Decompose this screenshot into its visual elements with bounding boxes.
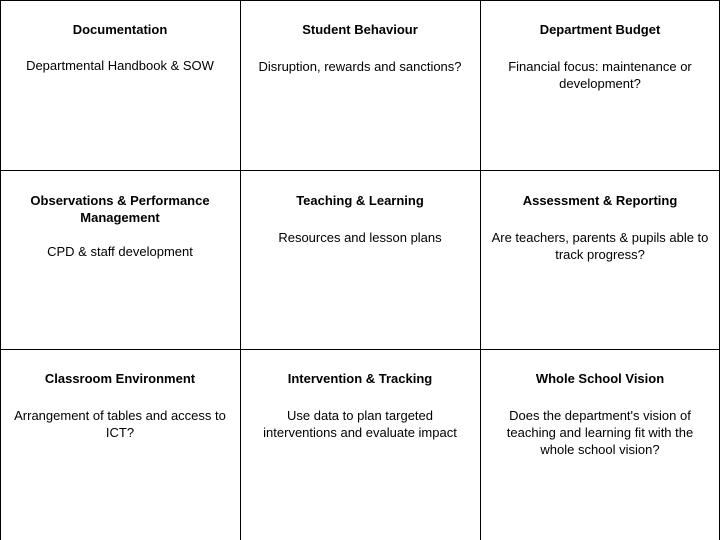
whole-school-vision-title: Whole School Vision: [535, 371, 665, 386]
classroom-environment-title: Classroom Environment: [44, 371, 196, 386]
grid-line-row1: [0, 170, 720, 171]
student-behaviour-body: Disruption, rewards and sanctions?: [258, 59, 462, 74]
grid-line-col1: [240, 0, 241, 540]
observations-title: Observations & Performance Management: [30, 193, 210, 225]
observations-body: CPD & staff development: [47, 244, 193, 259]
documentation-body: Departmental Handbook & SOW: [26, 58, 214, 73]
intervention-tracking-title: Intervention & Tracking: [287, 371, 433, 386]
grid-line-top: [0, 0, 720, 1]
student-behaviour-title: Student Behaviour: [302, 22, 418, 37]
grid-line-row2: [0, 349, 720, 350]
assessment-reporting-body: Are teachers, parents & pupils able to track progress?: [491, 230, 709, 262]
teaching-learning-body: Resources and lesson plans: [278, 230, 442, 245]
department-budget-body: Financial focus: maintenance or development?: [508, 59, 692, 91]
classroom-environment-body: Arrangement of tables and access to ICT?: [14, 408, 226, 440]
grid-line-col2: [480, 0, 481, 540]
assessment-reporting-title: Assessment & Reporting: [522, 193, 678, 208]
department-budget-title: Department Budget: [539, 22, 661, 37]
grid-line-left: [0, 0, 1, 540]
whole-school-vision-body: Does the department's vision of teaching and learning fit with the whole school vision?: [506, 408, 694, 457]
intervention-tracking-body: Use data to plan targeted interventions and evaluate impact: [263, 408, 457, 440]
teaching-learning-title: Teaching & Learning: [296, 193, 424, 208]
documentation-title: Documentation: [72, 22, 168, 37]
